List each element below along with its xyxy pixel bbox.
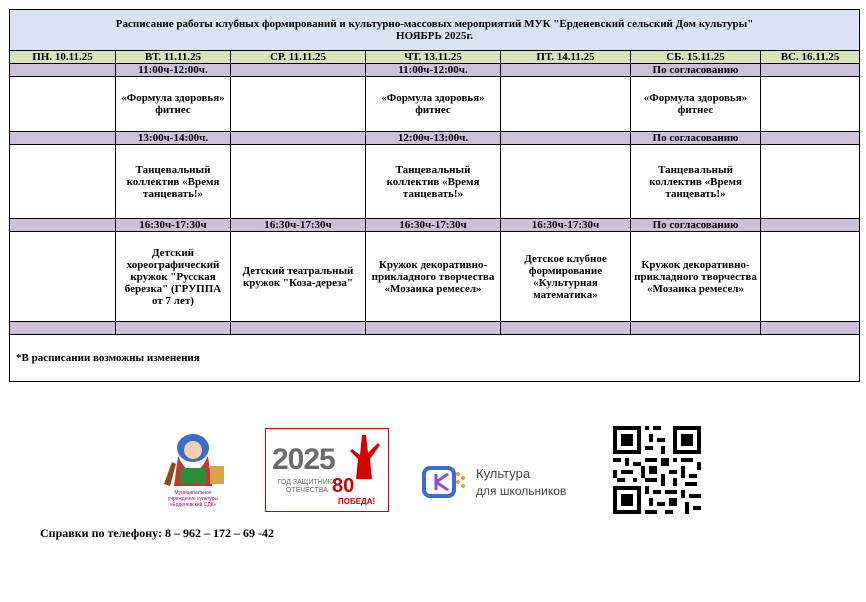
- event-cell: [231, 145, 366, 219]
- monument-icon: [344, 433, 384, 481]
- day-header: ВС. 16.11.25: [761, 51, 860, 64]
- culture-k-icon: [422, 464, 468, 500]
- time-cell: 11:00ч-12:00ч.: [116, 64, 231, 77]
- event-cell: [761, 77, 860, 132]
- matryoshka-icon: [158, 428, 228, 490]
- event-cell: [10, 232, 116, 322]
- logos-strip: [0, 420, 866, 520]
- time-cell: 16:30ч-17:30ч: [231, 219, 366, 232]
- title-line-2: НОЯБРЬ 2025г.: [396, 30, 474, 42]
- event-cell: Кружок декоративно-прикладного творчества «Мозаика ремесел»: [631, 232, 761, 322]
- event-cell: [10, 145, 116, 219]
- schedule-sheet: [9, 9, 859, 382]
- schedule-title: [10, 10, 860, 51]
- title-line-1: Расписание работы клубных формирований и культурно-массовых мероприятий МУК "Ерденевский сельский Дом культуры": [115, 18, 754, 30]
- days-row: [10, 51, 860, 64]
- time-row: [10, 219, 860, 232]
- victory-word: ПОБЕДА!: [338, 497, 376, 506]
- time-cell: [231, 64, 366, 77]
- time-cell: 12:00ч-13:00ч.: [366, 132, 501, 145]
- event-cell: [501, 77, 631, 132]
- phone-info: Справки по телефону: 8 – 962 – 172 – 69 -42: [40, 526, 274, 540]
- culture-line-2: для школьников: [476, 484, 567, 498]
- time-cell: По согласованию: [631, 64, 761, 77]
- day-header: ПТ. 14.11.25: [501, 51, 631, 64]
- year-caption: ГОД ЗАЩИТНИКА ОТЕЧЕСТВА: [277, 479, 337, 494]
- time-cell: [761, 64, 860, 77]
- event-cell: Детский хореографический кружок "Русская березка" (ГРУППА от 7 лет): [116, 232, 231, 322]
- year-of-defender-logo: [265, 428, 389, 512]
- day-header: СР. 11.11.25: [231, 51, 366, 64]
- event-cell: [10, 77, 116, 132]
- time-cell: По согласованию: [631, 132, 761, 145]
- day-header: ВТ. 11.11.25: [116, 51, 231, 64]
- time-row: [10, 64, 860, 77]
- time-cell: [761, 219, 860, 232]
- time-cell: 11:00ч-12:00ч.: [366, 64, 501, 77]
- time-cell: [501, 64, 631, 77]
- event-cell: «Формула здоровья» фитнес: [116, 77, 231, 132]
- event-cell: Танцевальный коллектив «Время танцевать!»: [116, 145, 231, 219]
- event-cell: Детский театральный кружок "Коза-дереза": [231, 232, 366, 322]
- day-header: ЧТ. 13.11.25: [366, 51, 501, 64]
- time-cell: 16:30ч-17:30ч: [366, 219, 501, 232]
- club-logo: [158, 428, 228, 506]
- qr-code-icon: [613, 426, 701, 514]
- event-cell: Кружок декоративно-прикладного творчества «Мозаика ремесел»: [366, 232, 501, 322]
- day-header: ПН. 10.11.25: [10, 51, 116, 64]
- time-cell: [761, 132, 860, 145]
- time-cell: [10, 64, 116, 77]
- culture-line-1: Культура: [476, 466, 531, 481]
- event-row: [10, 232, 860, 322]
- club-caption: Муниципальное учреждение культуры «Ерденевский СДК»: [167, 490, 219, 508]
- note-row: [10, 335, 860, 382]
- time-cell: 16:30ч-17:30ч: [116, 219, 231, 232]
- time-cell: [501, 132, 631, 145]
- event-row: [10, 77, 860, 132]
- spacer-row: [10, 322, 860, 335]
- event-cell: [231, 77, 366, 132]
- time-cell: По согласованию: [631, 219, 761, 232]
- event-cell: [761, 232, 860, 322]
- event-cell: [761, 145, 860, 219]
- time-row: [10, 132, 860, 145]
- day-header: СБ. 15.11.25: [631, 51, 761, 64]
- culture-for-schoolchildren-logo: [422, 462, 597, 502]
- victory-number: 80: [332, 475, 355, 497]
- event-cell: [501, 145, 631, 219]
- time-cell: 13:00ч-14:00ч.: [116, 132, 231, 145]
- schedule-table: [9, 9, 860, 382]
- time-cell: 16:30ч-17:30ч: [501, 219, 631, 232]
- event-cell: Танцевальный коллектив «Время танцевать!»: [366, 145, 501, 219]
- event-row: [10, 145, 860, 219]
- time-cell: [10, 219, 116, 232]
- time-cell: [10, 132, 116, 145]
- year-text: 2025: [272, 443, 335, 476]
- event-cell: «Формула здоровья» фитнес: [631, 77, 761, 132]
- time-cell: [231, 132, 366, 145]
- schedule-note: *В расписании возможны изменения: [10, 335, 860, 382]
- qr-code[interactable]: [613, 426, 701, 514]
- event-cell: Танцевальный коллектив «Время танцевать!»: [631, 145, 761, 219]
- event-cell: «Формула здоровья» фитнес: [366, 77, 501, 132]
- event-cell: Детское клубное формирование «Культурная математика»: [501, 232, 631, 322]
